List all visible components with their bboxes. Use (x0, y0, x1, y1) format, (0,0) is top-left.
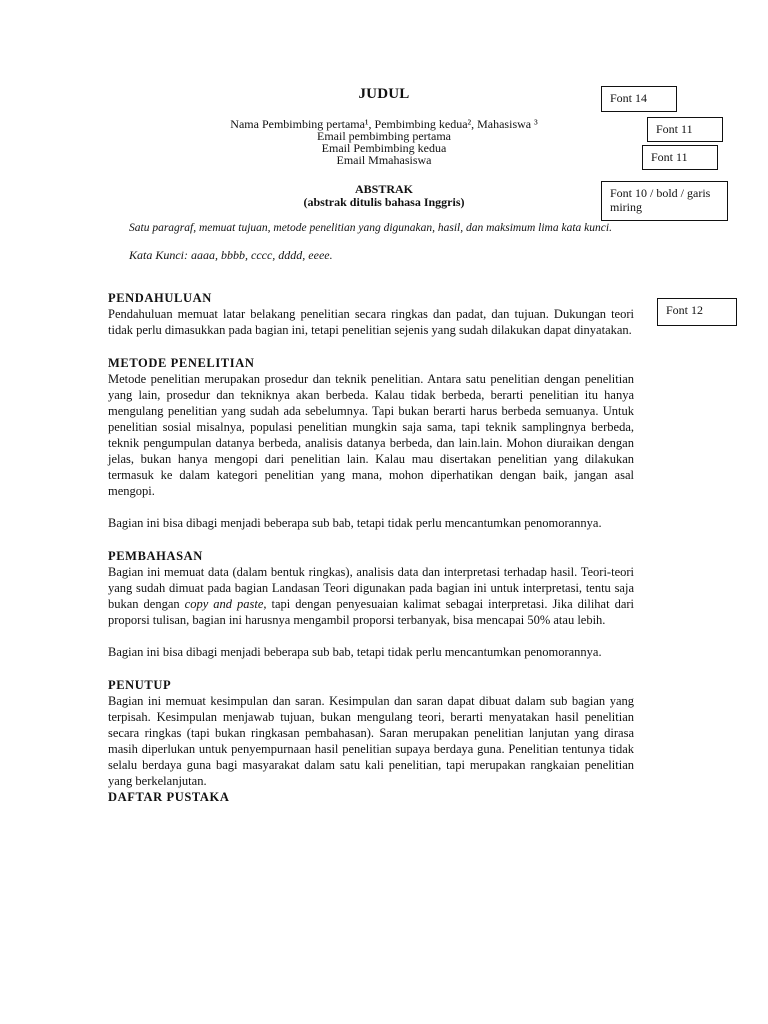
abstract-title: ABSTRAK (354, 182, 413, 196)
authors-line: Nama Pembimbing pertama¹, Pembimbing kedua², Mahasiswa ³ (230, 117, 538, 131)
annotation-authors-font: Font 11 (647, 117, 723, 142)
keywords: Kata Kunci: aaaa, bbbb, cccc, dddd, eeee. (129, 248, 333, 262)
section-heading-pendahuluan: PENDAHULUAN (108, 291, 212, 305)
annotation-abstract-font: Font 10 / bold / garis miring (601, 181, 728, 221)
abstract-subtitle: (abstrak ditulis bahasa Inggris) (303, 195, 465, 209)
paragraph-pembahasan-1 (108, 564, 634, 628)
pembahasan-text-end: tapi dengan penyesuaian kalimat sebagai interpretasi. Jika dilihat dari proporsi tulisan, bagian ini harusnya mengambil proporsi terbanyak, bisa mencapai 50% atau lebih. (108, 597, 635, 627)
email-student: Email Mmahasiswa (336, 153, 432, 167)
paragraph-metode-1: Metode penelitian merupakan prosedur dan teknik penelitian. Antara satu penelitian dengan penelitian yang lain, prosedur dan tekniknya akan berbeda. Kalau tidak berbeda, berarti penelitian itu hanya mengulang penelitian yang sudah ada sebelumnya. Tapi bukan berarti harus berbeda semuanya. Untuk penelitian sosial misalnya, populasi penelitian mungkin saja sama, tapi teknik samplingnya berbeda, teknik pengumpulan datanya berbeda, analisis datanya berbeda, dan lain.lain. Mohon diuraikan dengan jelas, bukan hanya mengopi dari penelitian lain. Kalau mau disertakan penelitian yang dilakukan termasuk ke dalam kategori penelitian yang mana, mohon diperhatikan dengan baik, jangan asal mengopi. (108, 372, 634, 498)
email-first-supervisor: Email pembimbing pertama (317, 129, 451, 143)
paragraph-penutup: Bagian ini memuat kesimpulan dan saran. Kesimpulan dan saran dapat dibuat dalam sub bagian yang terpisah. Kesimpulan menjawab tujuan, bukan mengulang teori, berarti menyatakan hasil penelitian secara ringkas (tapi bukan ringkasan pembahasan). Saran merupakan penelitian lanjutan yang dirasa masih diperlukan untuk penyempurnaan hasil penelitian supaya berdaya guna. Penelitian tentunya tidak selalu berdaya guna bagi masyarakat dalam satu kali penelitian, tapi merupakan rangkaian penelitian yang berkelanjutan. (108, 694, 634, 788)
pembahasan-italic-phrase: copy and paste, (184, 597, 267, 611)
email-second-supervisor: Email Pembimbing kedua (321, 141, 447, 155)
annotation-emails-font: Font 11 (642, 145, 718, 170)
paragraph-pembahasan-2: Bagian ini bisa dibagi menjadi beberapa sub bab, tetapi tidak perlu mencantumkan penomorannya. (108, 645, 602, 659)
document-body (108, 290, 634, 805)
section-heading-metode: METODE PENELITIAN (108, 356, 255, 370)
annotation-body-font: Font 12 (657, 298, 737, 326)
section-heading-pembahasan: PEMBAHASAN (108, 549, 203, 563)
section-heading-penutup: PENUTUP (108, 678, 172, 692)
section-heading-daftar-pustaka: DAFTAR PUSTAKA (108, 790, 230, 804)
paragraph-pendahuluan: Pendahuluan memuat latar belakang penelitian secara ringkas dan padat, dan tujuan. Dukungan teori tidak perlu dimasukkan pada bagian ini, tetapi penelitian sejenis yang sudah dilakukan dapat dinyatakan. (108, 307, 634, 337)
pembahasan-text-start: Bagian ini memuat data (dalam bentuk ringkas), analisis data dan interpretasi terhadap hasil. Teori-teori yang sudah dimuat pada bagian Landasan Teori digunakan pada bagian ini untuk interpretasi, tentu saja bukan dengan (108, 565, 634, 611)
annotation-title-font: Font 14 (601, 86, 677, 112)
abstract-text: Satu paragraf, memuat tujuan, metode penelitian yang digunakan, hasil, dan maksimum lima kata kunci. (129, 222, 612, 234)
document-title: JUDUL (358, 86, 410, 102)
paragraph-metode-2: Bagian ini bisa dibagi menjadi beberapa sub bab, tetapi tidak perlu mencantumkan penomorannya. (108, 516, 602, 530)
